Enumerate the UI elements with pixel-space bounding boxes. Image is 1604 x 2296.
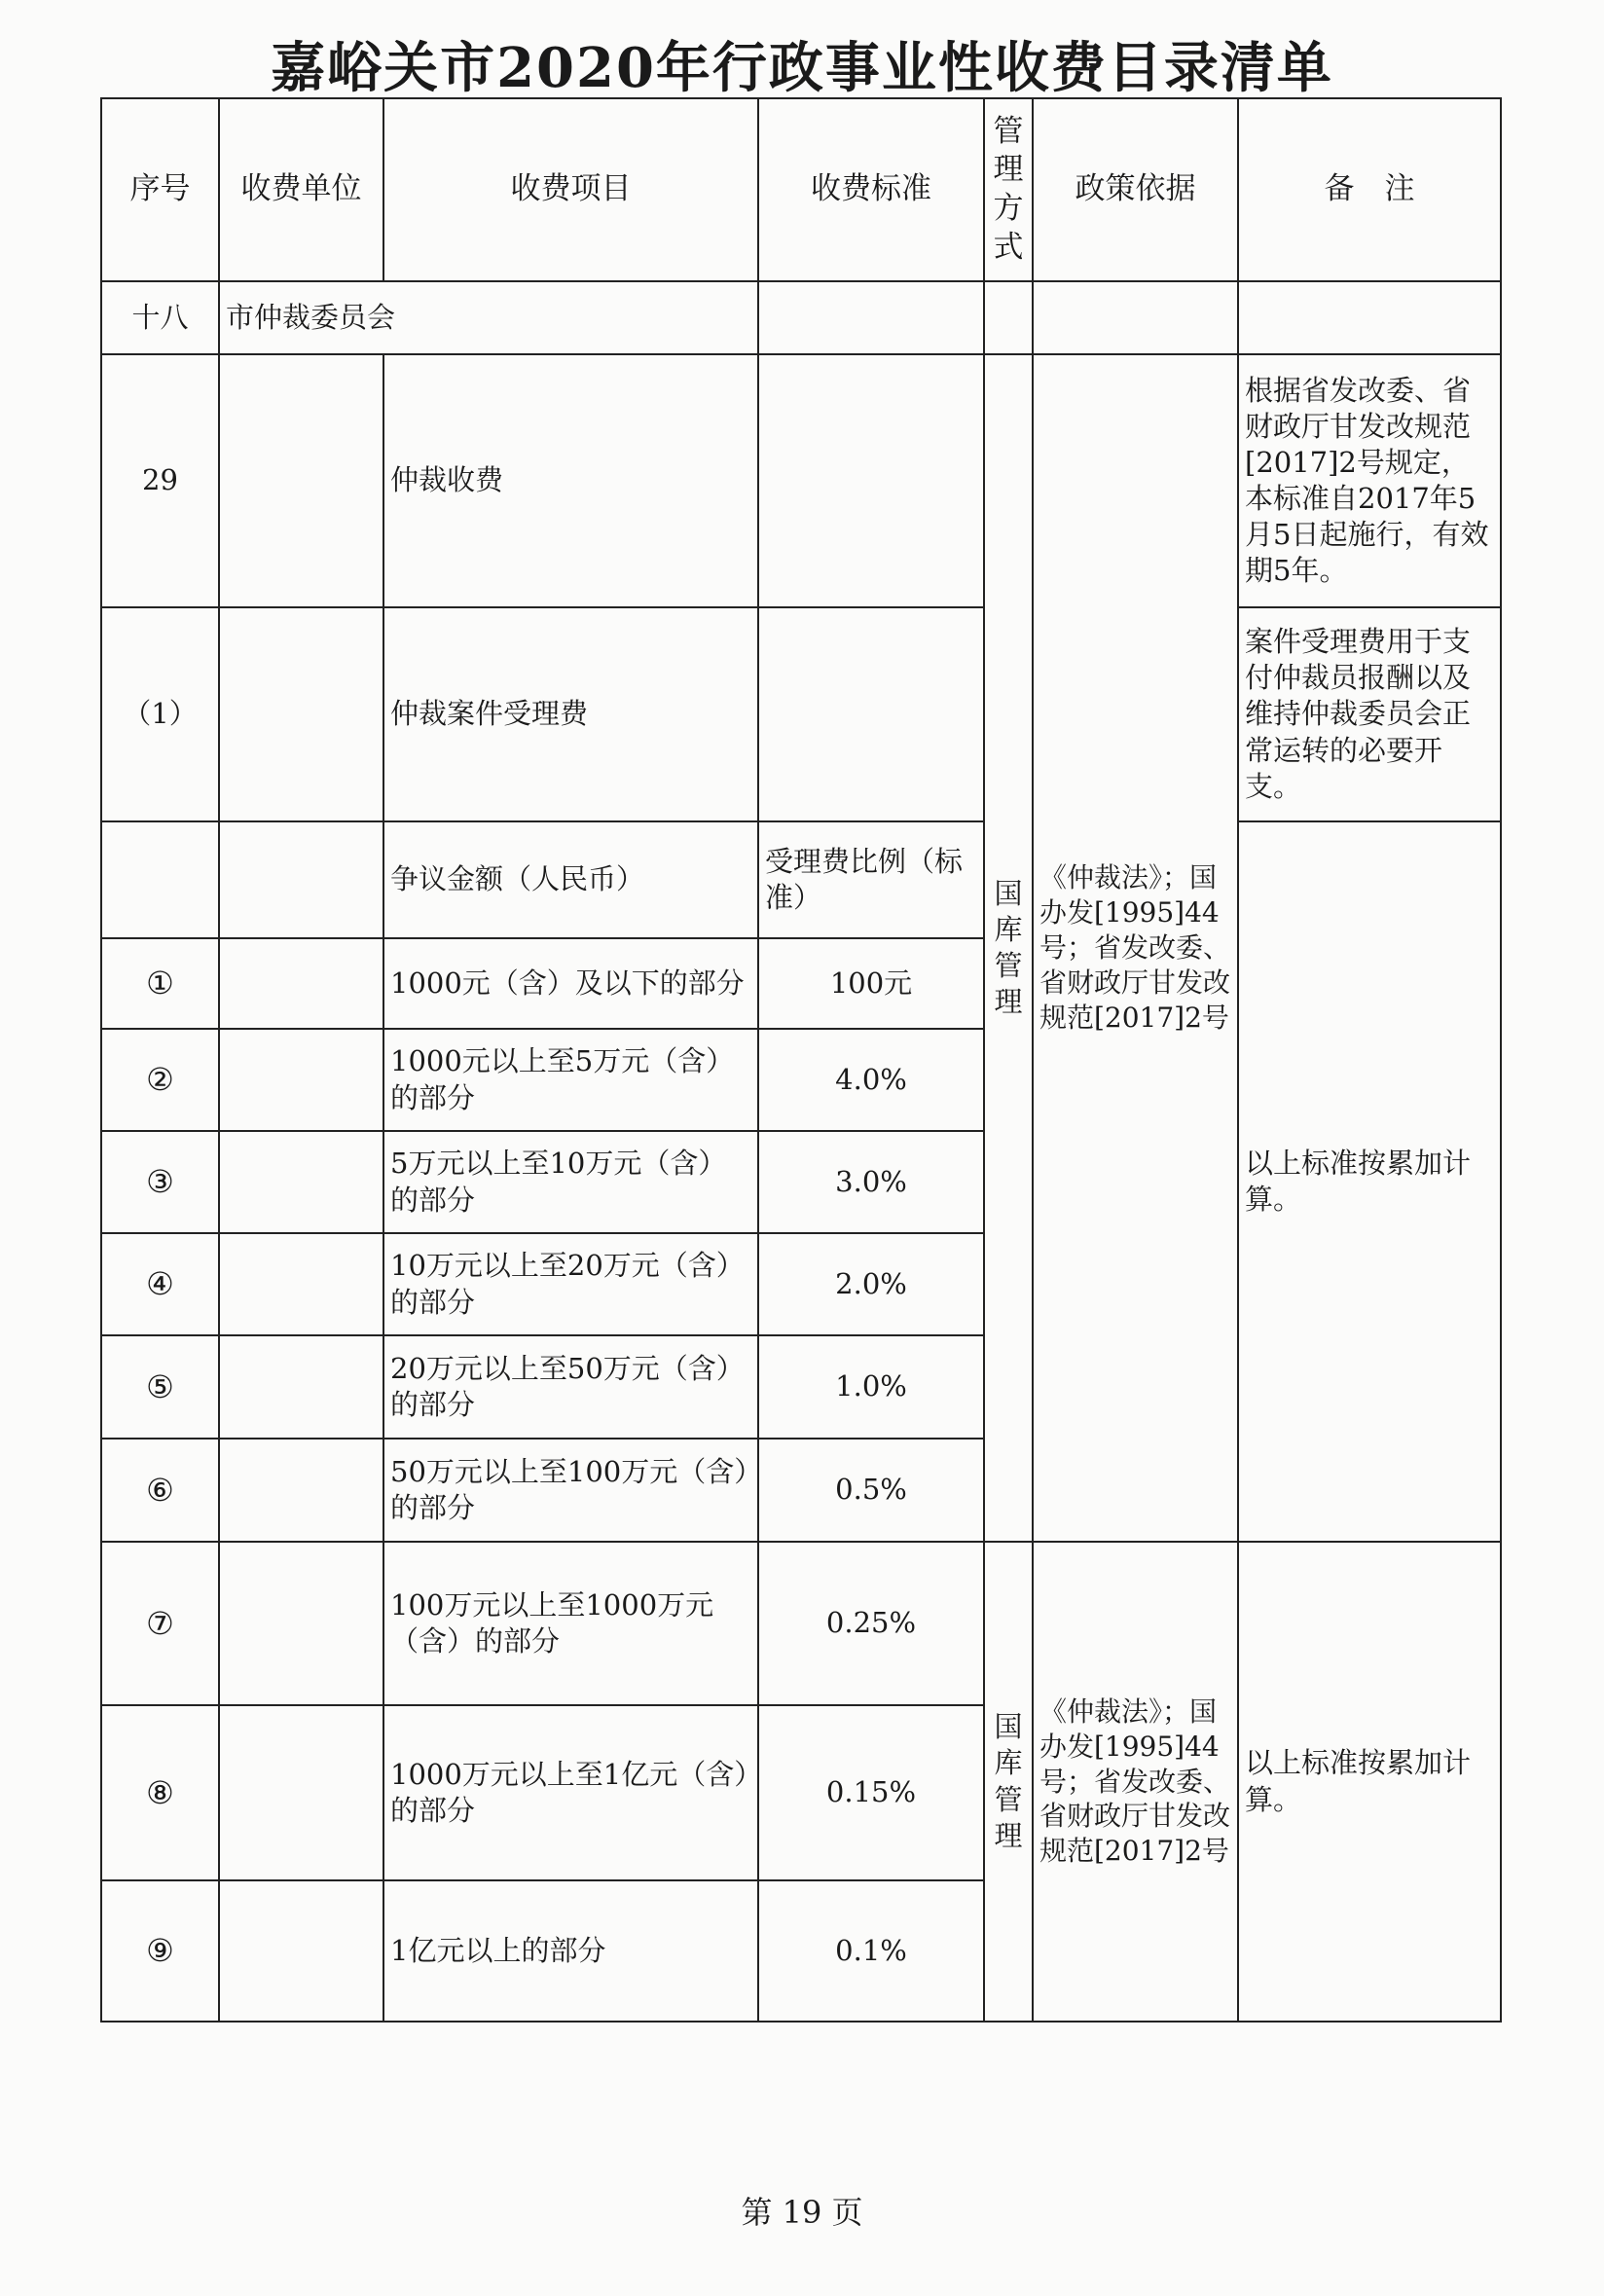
tier-range: 1000元（含）及以下的部分 [383, 938, 758, 1029]
page-number: 第 19 页 [741, 2194, 863, 2231]
tier-seq: ③ [101, 1131, 219, 1233]
tier-header-rate: 受理费比例（标准） [758, 821, 984, 938]
fee-table [100, 97, 1502, 2023]
remark-cumulative-bottom: 以上标准按累加计算。 [1238, 1542, 1501, 2022]
tier-seq: ⑧ [101, 1705, 219, 1880]
tier-seq: ② [101, 1029, 219, 1131]
tier-seq: ⑥ [101, 1439, 219, 1542]
tier-range: 10万元以上至20万元（含）的部分 [383, 1233, 758, 1335]
tier-rate: 2.0% [758, 1233, 984, 1335]
tier-seq: ① [101, 938, 219, 1029]
tier-seq: ⑤ [101, 1335, 219, 1439]
tier-range: 100万元以上至1000万元（含）的部分 [383, 1542, 758, 1705]
header-policy: 政策依据 [1033, 98, 1238, 281]
policy-cell-top: 《仲裁法》；国办发[1995]44号；省发改委、省财政厅甘发改规范[2017]2号 [1033, 354, 1238, 1542]
tier-rate: 0.1% [758, 1880, 984, 2022]
tier-header-row [101, 821, 1501, 938]
header-standard: 收费标准 [758, 98, 984, 281]
tier-rate: 100元 [758, 938, 984, 1029]
header-remark: 备 注 [1238, 98, 1501, 281]
header-seq: 序号 [101, 98, 219, 281]
sub-seq: （1） [101, 607, 219, 821]
item-remark: 根据省发改委、省财政厅甘发改规范[2017]2号规定，本标准自2017年5月5日起施行，有效期5年。 [1238, 354, 1501, 607]
tier-range: 50万元以上至100万元（含）的部分 [383, 1439, 758, 1542]
tier-header-amount: 争议金额（人民币） [383, 821, 758, 938]
tier-seq: ⑨ [101, 1880, 219, 2022]
tier-rate: 0.5% [758, 1439, 984, 1542]
tier-seq: ④ [101, 1233, 219, 1335]
page-title: 嘉峪关市2020年行政事业性收费目录清单 [271, 36, 1333, 100]
tier-seq: ⑦ [101, 1542, 219, 1705]
tier-range: 20万元以上至50万元（含）的部分 [383, 1335, 758, 1439]
header-row [101, 98, 1501, 281]
section-row [101, 281, 1501, 354]
tier-rate: 0.15% [758, 1705, 984, 1880]
item-seq: 29 [101, 354, 219, 607]
header-mgmt: 管理方式 [984, 98, 1033, 281]
remark-cumulative-top: 以上标准按累加计算。 [1238, 821, 1501, 1542]
tier-range: 5万元以上至10万元（含）的部分 [383, 1131, 758, 1233]
sub-row-1 [101, 607, 1501, 821]
tier-range: 1亿元以上的部分 [383, 1880, 758, 2022]
mgmt-cell-top: 国库管理 [984, 354, 1033, 1542]
policy-cell-bottom: 《仲裁法》；国办发[1995]44号；省发改委、省财政厅甘发改规范[2017]2号 [1033, 1542, 1238, 2022]
sub-remark: 案件受理费用于支付仲裁员报酬以及维持仲裁委员会正常运转的必要开支。 [1238, 607, 1501, 821]
tier-row [101, 1542, 1501, 1705]
item-row-29 [101, 354, 1501, 607]
tier-rate: 4.0% [758, 1029, 984, 1131]
mgmt-cell-bottom: 国库管理 [984, 1542, 1033, 2022]
tier-rate: 0.25% [758, 1542, 984, 1705]
section-name: 市仲裁委员会 [219, 281, 758, 354]
tier-rate: 1.0% [758, 1335, 984, 1439]
header-item: 收费项目 [383, 98, 758, 281]
tier-rate: 3.0% [758, 1131, 984, 1233]
sub-name: 仲裁案件受理费 [383, 607, 758, 821]
tier-range: 1000万元以上至1亿元（含）的部分 [383, 1705, 758, 1880]
section-seq: 十八 [101, 281, 219, 354]
header-unit: 收费单位 [219, 98, 383, 281]
tier-range: 1000元以上至5万元（含）的部分 [383, 1029, 758, 1131]
item-name: 仲裁收费 [383, 354, 758, 607]
